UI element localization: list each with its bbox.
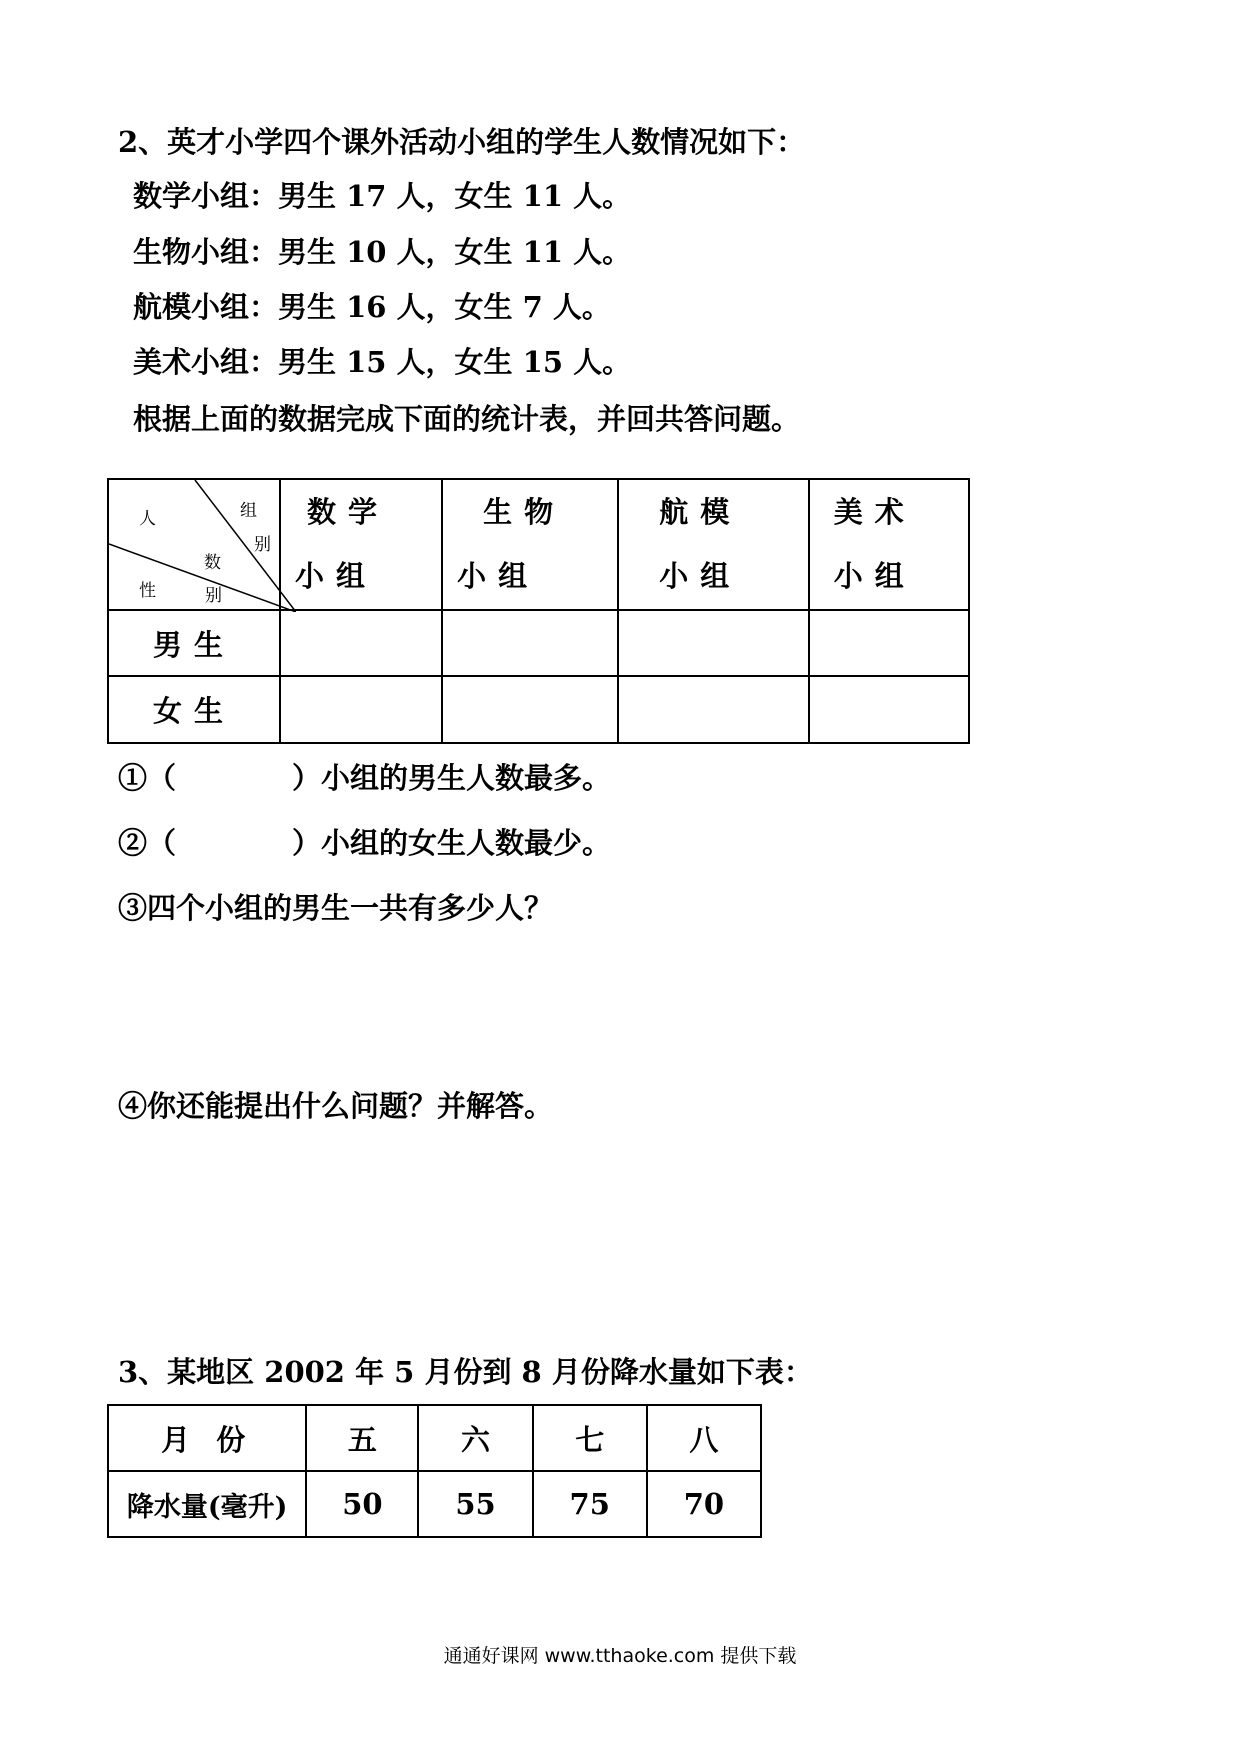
cell-boys-biology (442, 610, 618, 677)
cell-boys-art (809, 610, 969, 677)
col-header-math-top: 数学 (306, 495, 389, 529)
question-1: ①（ ）小组的男生人数最多。 (118, 761, 612, 795)
month-7: 七 (533, 1405, 647, 1471)
col-header-math (280, 479, 442, 610)
col-header-model-top: 航模 (659, 495, 742, 529)
corner-ren: 人 (139, 509, 156, 529)
q2-line-math: 数学小组：男生 17 人，女生 11 人。 (133, 179, 632, 213)
col-header-biology (442, 479, 618, 610)
q3-title: 3、某地区 2002 年 5 月份到 8 月份降水量如下表： (118, 1355, 813, 1389)
corner-zu: 组 (240, 501, 257, 521)
question-3: ③四个小组的男生一共有多少人？ (118, 891, 554, 925)
q2-line-biology: 生物小组：男生 10 人，女生 11 人。 (133, 235, 632, 269)
table-row-girls (108, 676, 969, 743)
q2-title: 2、英才小学四个课外活动小组的学生人数情况如下： (118, 125, 806, 159)
col-header-art-top: 美术 (833, 495, 916, 529)
rainfall-value-5: 50 (306, 1471, 418, 1537)
cell-girls-biology (442, 676, 618, 743)
question-2: ②（ ）小组的女生人数最少。 (118, 826, 612, 860)
q2-instruction: 根据上面的数据完成下面的统计表，并回共答问题。 (133, 402, 801, 436)
rainfall-value-6: 55 (418, 1471, 532, 1537)
cell-boys-model (618, 610, 808, 677)
rainfall-header-row (108, 1405, 761, 1471)
rainfall-value-7: 75 (533, 1471, 647, 1537)
corner-bie2: 别 (205, 586, 222, 606)
q2-line-model: 航模小组：男生 16 人，女生 7 人。 (133, 290, 611, 324)
cell-girls-math (280, 676, 442, 743)
row-label-girls: 女生 (108, 676, 280, 743)
month-6: 六 (418, 1405, 532, 1471)
rainfall-row-label: 降水量(毫升) (108, 1471, 306, 1537)
rainfall-month-label: 月 份 (108, 1405, 306, 1471)
col-header-biology-bottom: 小组 (457, 559, 540, 593)
question-4: ④你还能提出什么问题？并解答。 (118, 1089, 554, 1123)
cell-boys-math (280, 610, 442, 677)
corner-shu: 数 (204, 553, 221, 573)
cell-girls-model (618, 676, 808, 743)
col-header-biology-top: 生物 (483, 495, 566, 529)
month-5: 五 (306, 1405, 418, 1471)
corner-bie1: 别 (254, 535, 271, 555)
rainfall-value-row (108, 1471, 761, 1537)
row-label-boys: 男生 (108, 610, 280, 677)
corner-cell (108, 479, 280, 610)
footer-credit: 通通好课网 www.tthaoke.com 提供下载 (443, 1645, 797, 1667)
col-header-model (618, 479, 808, 610)
col-header-math-bottom: 小组 (294, 559, 377, 593)
q2-line-art: 美术小组：男生 15 人，女生 15 人。 (133, 345, 632, 379)
month-8: 八 (647, 1405, 761, 1471)
cell-girls-art (809, 676, 969, 743)
table-row-boys (108, 610, 969, 677)
col-header-model-bottom: 小组 (659, 559, 742, 593)
rainfall-value-8: 70 (647, 1471, 761, 1537)
col-header-art (809, 479, 969, 610)
col-header-art-bottom: 小组 (833, 559, 916, 593)
activity-group-table (107, 478, 970, 744)
rainfall-table (107, 1404, 762, 1538)
corner-xing: 性 (139, 581, 156, 601)
